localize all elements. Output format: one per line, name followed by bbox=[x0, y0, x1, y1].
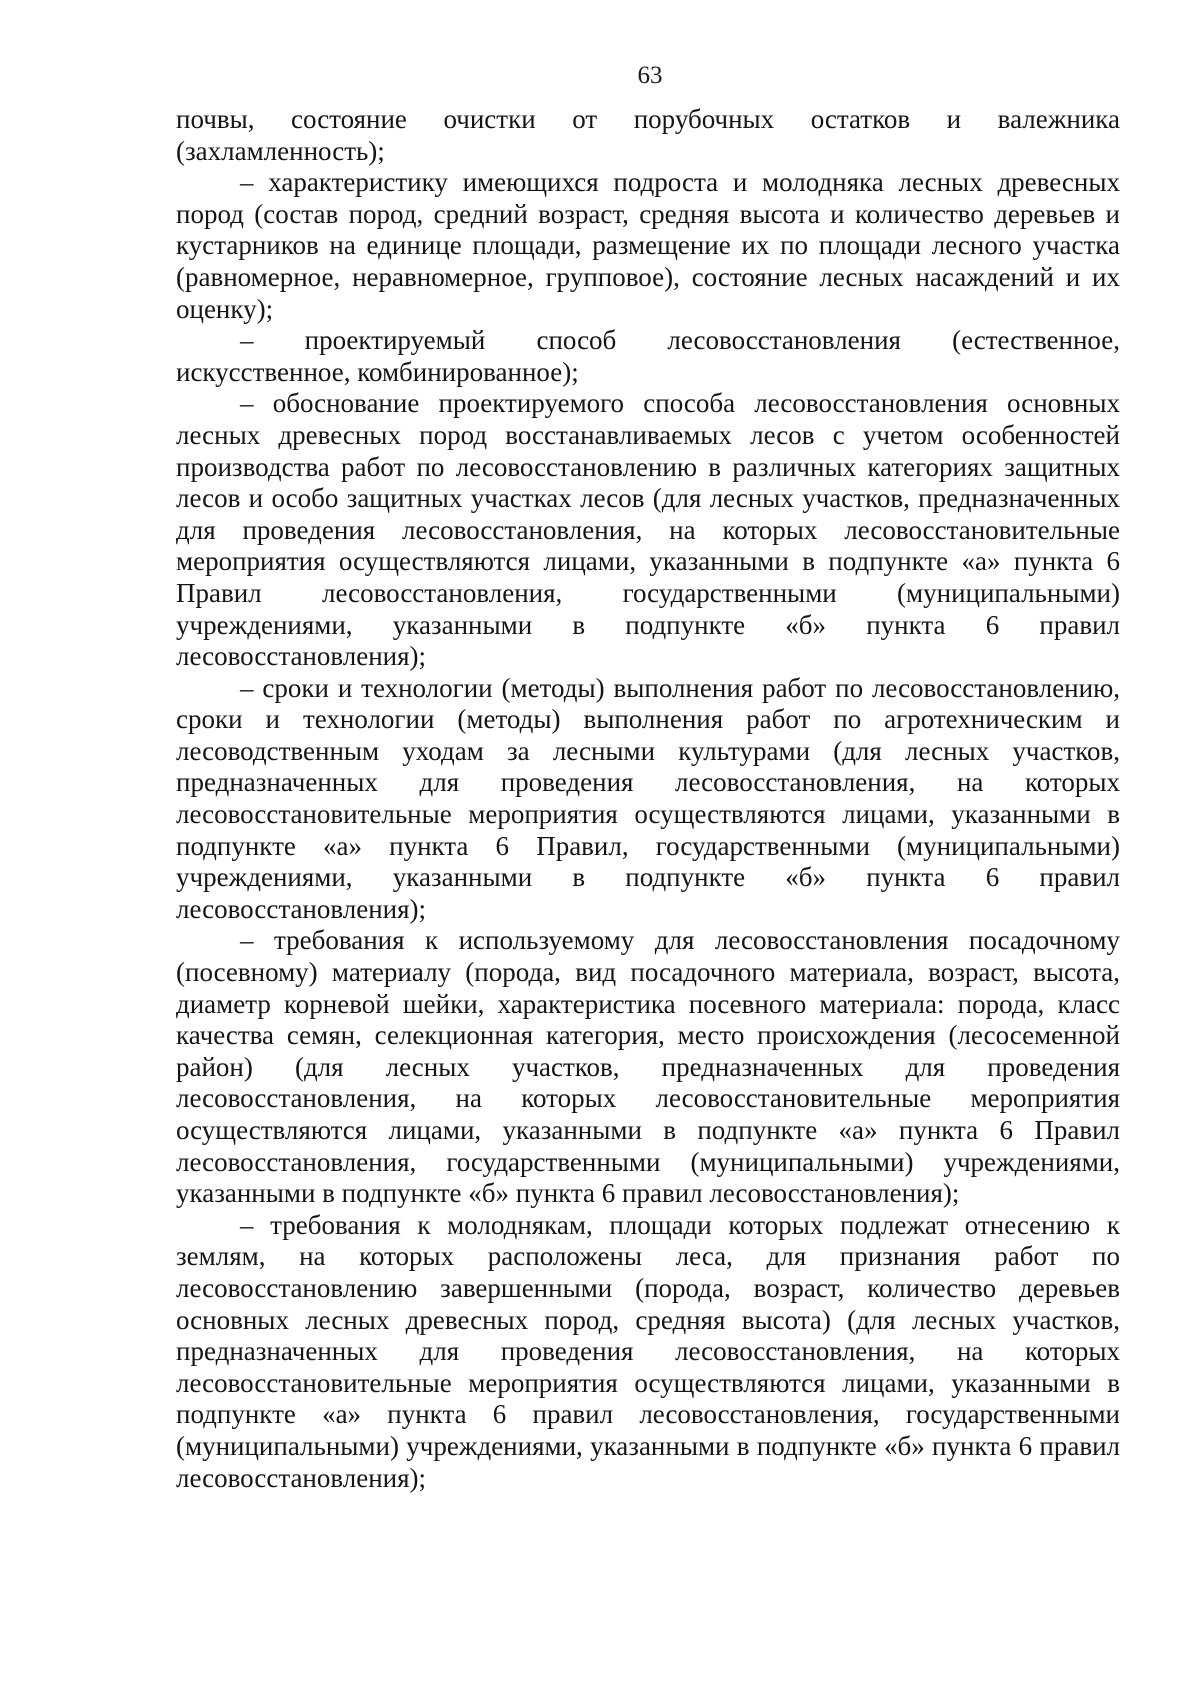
paragraph-planting-material-requirements: – требования к используемому для лесовосстановления посадочному (посевному) материалу (порода, вид посадочного материала, возраст, высота, диаметр корневой шейки, характеристика посевного материала: порода, класс качества семян, селекционная категория, место происхождения (лесосеменной район) (для лесных участков, предназначенных для проведения лесовосстановления, на которых лесовосстановительные мероприятия осуществляются лицами, указанными в подпункте «а» пункта 6 Правил лесовосстановления, государственными (муниципальными) учреждениями, указанными в подпункте «б» пункта 6 правил лесовосстановления); bbox=[176, 925, 1120, 1209]
paragraph-terms-and-technologies: – сроки и технологии (методы) выполнения работ по лесовосстановлению, сроки и технологии (методы) выполнения работ по агротехническим и лесоводственным уходам за лесными культурами (для лесных участков, предназначенных для проведения лесовосстановления, на которых лесовосстановительные мероприятия осуществляются лицами, указанными в подпункте «а» пункта 6 Правил, государственными (муниципальными) учреждениями, указанными в подпункте «б» пункта 6 правил лесовосстановления); bbox=[176, 672, 1120, 924]
page-number: 63 bbox=[637, 62, 663, 89]
paragraph-young-growth-requirements: – требования к молоднякам, площади которых подлежат отнесению к землям, на которых расположены леса, для признания работ по лесовосстановлению завершенными (порода, возраст, количество деревьев основных лесных древесных пород, средняя высота) (для лесных участков, предназначенных для проведения лесовосстановления, на которых лесовосстановительные мероприятия осуществляются лицами, указанными в подпункте «а» пункта 6 правил лесовосстановления, государственными (муниципальными) учреждениями, указанными в подпункте «б» пункта 6 правил лесовосстановления); bbox=[176, 1209, 1120, 1493]
paragraph-soil-condition: почвы, состояние очистки от порубочных остатков и валежника (захламленность); bbox=[176, 104, 1120, 166]
document-body bbox=[176, 104, 1120, 1494]
paragraph-restoration-method: – проектируемый способ лесовосстановления (естественное, искусственное, комбинированное); bbox=[176, 325, 1120, 387]
paragraph-undergrowth-characteristics: – характеристику имеющихся подроста и молодняка лесных древесных пород (состав пород, средний возраст, средняя высота и количество деревьев и кустарников на единице площади, размещение их по площади лесного участка (равномерное, неравномерное, групповое), состояние лесных насаждений и их оценку); bbox=[176, 167, 1120, 324]
paragraph-method-justification: – обоснование проектируемого способа лесовосстановления основных лесных древесных пород восстанавливаемых лесов с учетом особенностей производства работ по лесовосстановлению в различных категориях защитных лесов и особо защитных участках лесов (для лесных участков, предназначенных для проведения лесовосстановления, на которых лесовосстановительные мероприятия осуществляются лицами, указанными в подпункте «а» пункта 6 Правил лесовосстановления, государственными (муниципальными) учреждениями, указанными в подпункте «б» пункта 6 правил лесовосстановления); bbox=[176, 388, 1120, 672]
